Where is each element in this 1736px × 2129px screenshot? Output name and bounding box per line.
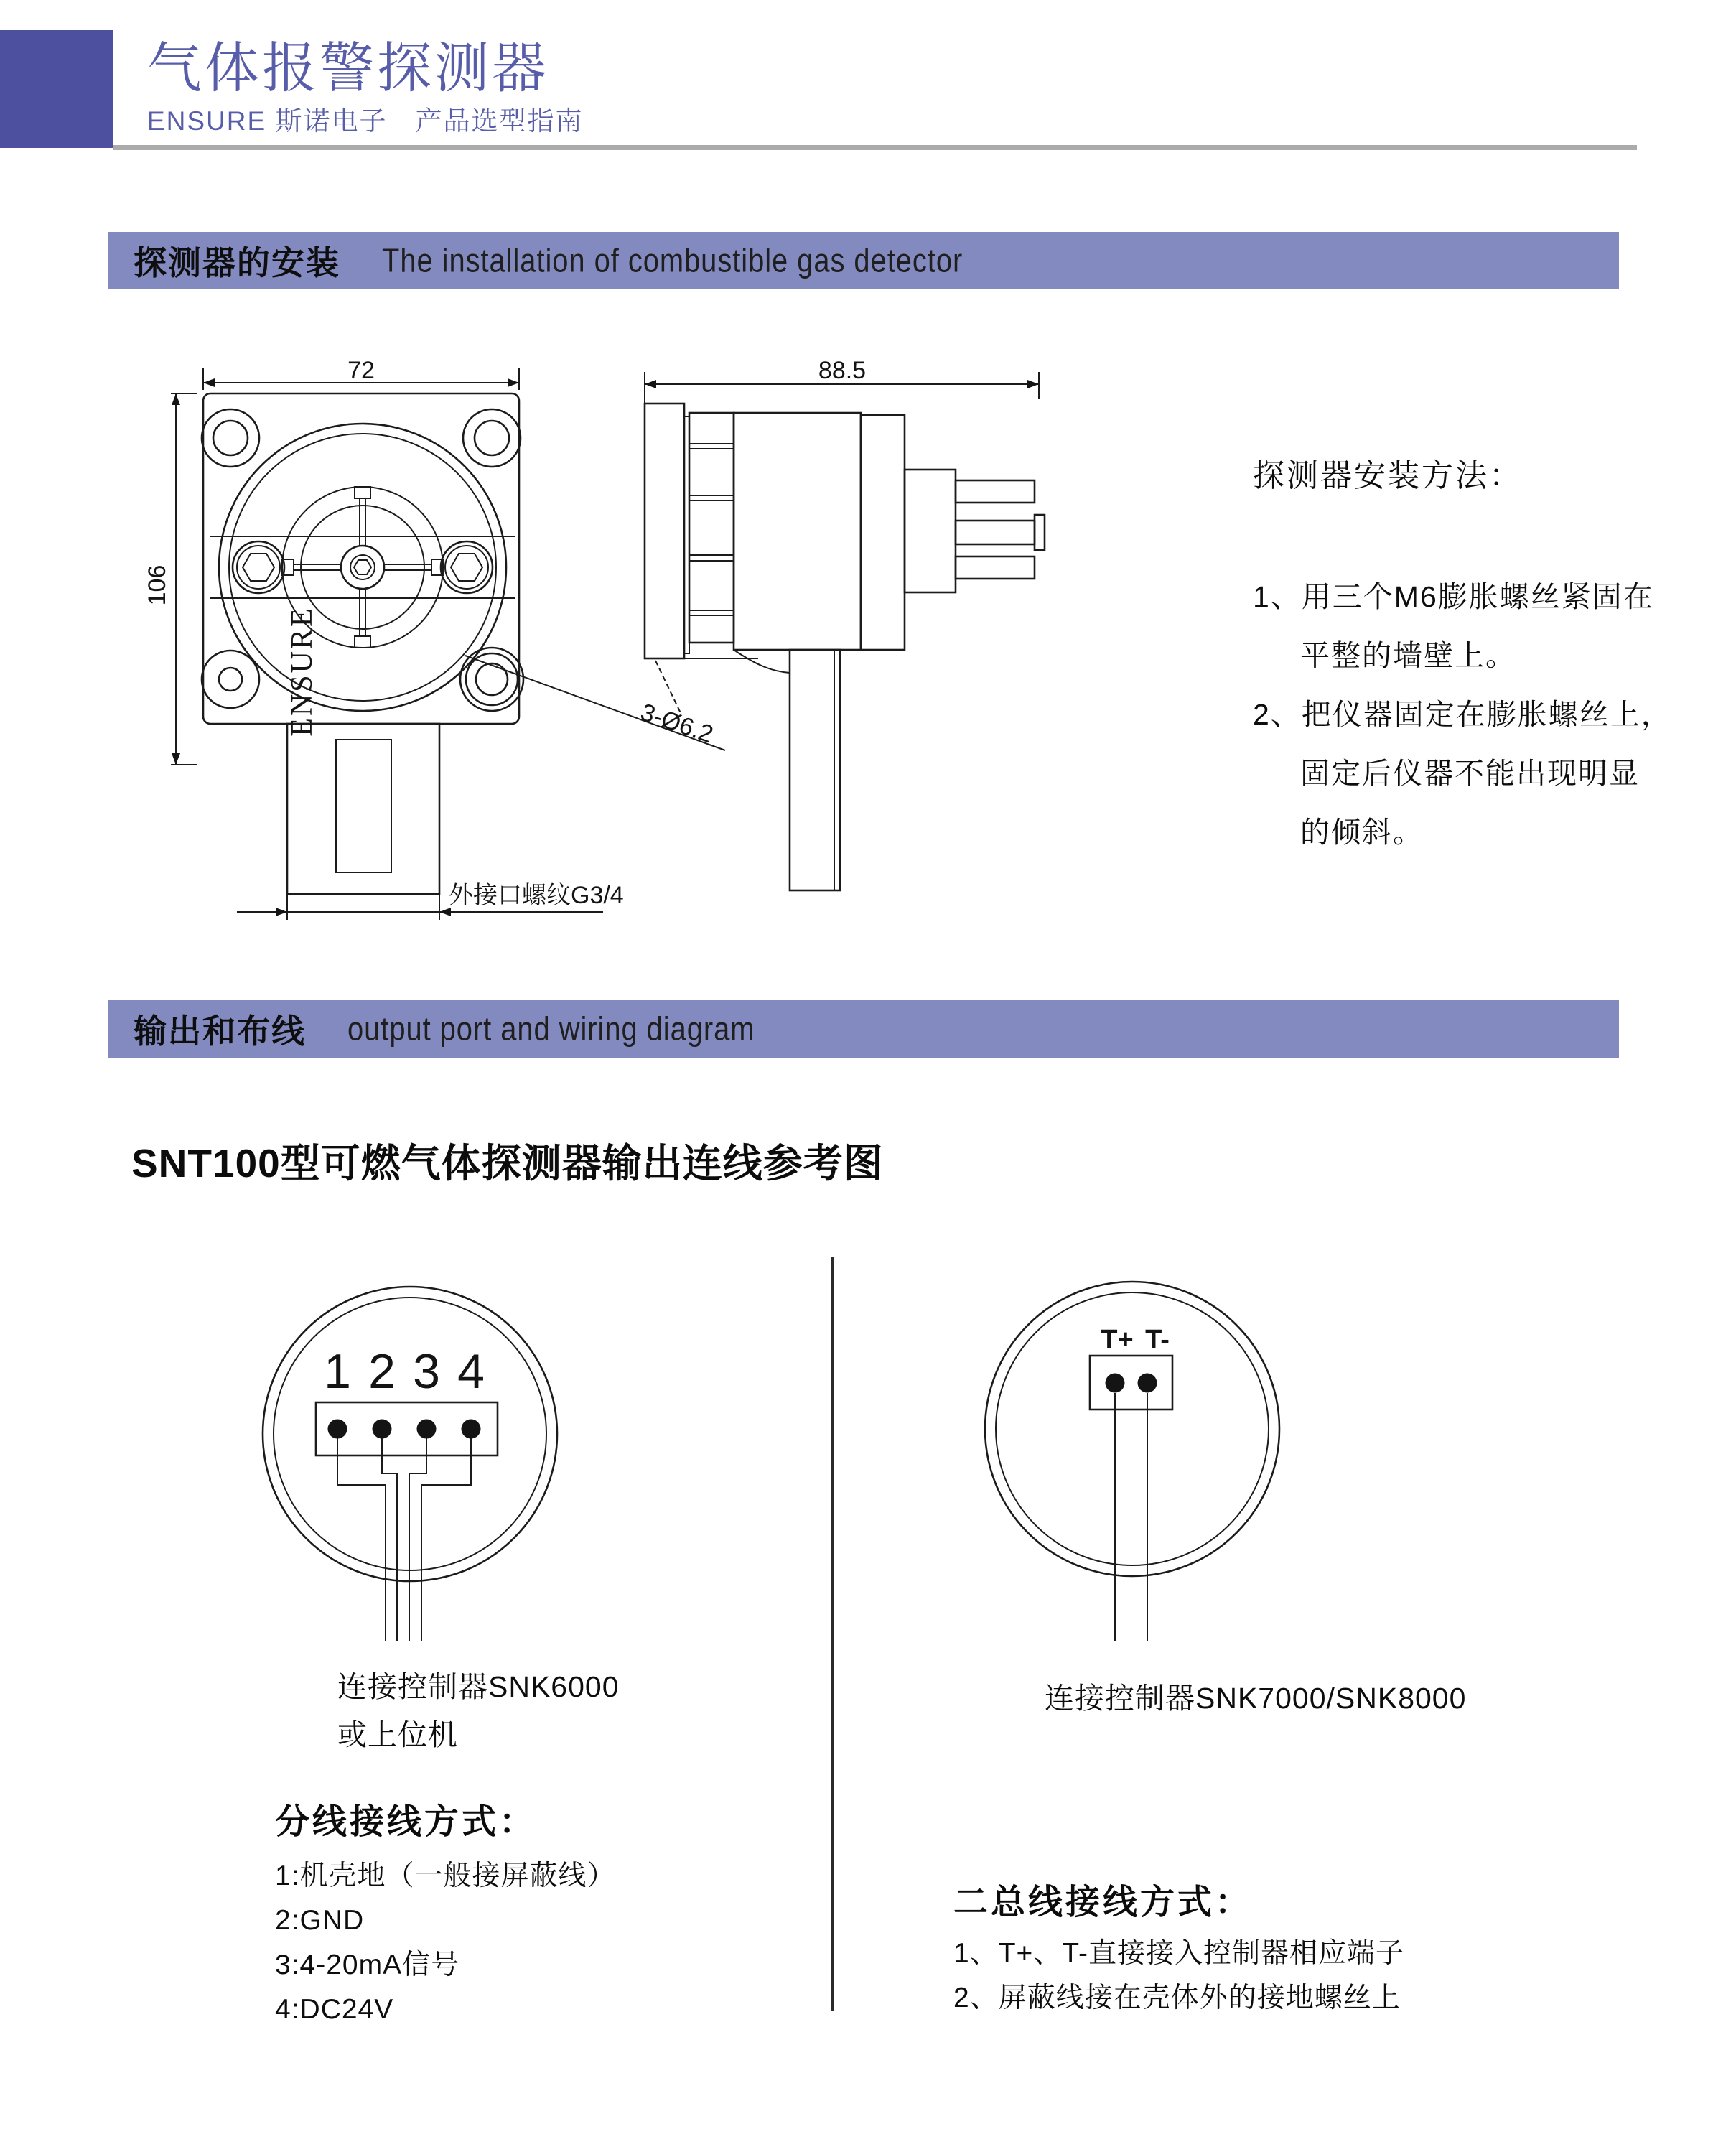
section1-title-en: The installation of combustible gas detector <box>382 241 963 279</box>
bus-item: 1、T+、T-直接接入控制器相应端子 <box>953 1938 1404 1969</box>
terminal-label-3: 3 <box>413 1344 440 1399</box>
bus-wiring-items <box>953 1932 1404 2021</box>
front-brand-label: ENSURE <box>286 606 319 737</box>
right-diagram-caption: 连接控制器SNK7000/SNK8000 <box>1045 1682 1467 1715</box>
front-dim-height-label: 106 <box>144 564 171 606</box>
wiring-diagram-4wire <box>237 1271 596 1673</box>
left-caption-line1: 连接控制器SNK6000 <box>337 1670 620 1703</box>
column-divider-line <box>831 1257 834 2011</box>
branch-item: 3:4-20mA信号 <box>275 1949 460 1980</box>
install-method-title: 探测器安装方法： <box>1253 458 1523 493</box>
terminal-label-tplus: T+ <box>1101 1325 1134 1355</box>
terminal-label-2: 2 <box>368 1344 396 1399</box>
wiring-reference-title: SNT100型可燃气体探测器输出连线参考图 <box>131 1141 884 1185</box>
branch-item: 1:机壳地（一般接屏蔽线） <box>275 1860 616 1891</box>
page-title: 气体报警探测器 <box>147 38 549 99</box>
install-line: 平整的墙壁上。 <box>1300 639 1516 672</box>
left-diagram-caption <box>337 1663 620 1759</box>
wiring-diagram-2wire <box>962 1271 1307 1673</box>
install-line: 的倾斜。 <box>1300 816 1424 849</box>
left-caption-line2: 或上位机 <box>337 1718 458 1751</box>
side-view-drawing <box>632 348 1063 923</box>
terminal-label-tminus: T- <box>1145 1325 1170 1355</box>
branch-wiring-items <box>275 1854 616 2032</box>
bus-wiring-title: 二总线接线方式： <box>953 1883 1253 1921</box>
bus-item: 2、屏蔽线接在壳体外的接地螺丝上 <box>953 1983 1401 2013</box>
branch-item: 4:DC24V <box>275 1994 394 2025</box>
section1-title-zh: 探测器的安装 <box>134 244 340 281</box>
terminal-label-1: 1 <box>324 1344 351 1399</box>
install-line: 固定后仪器不能出现明显 <box>1300 757 1640 790</box>
front-thread-label: 外接口螺纹G3/4 <box>449 882 624 909</box>
section2-title-zh: 输出和布线 <box>134 1012 306 1050</box>
install-line: 2、把仪器固定在膨胀螺丝上， <box>1253 698 1672 731</box>
section-banner-installation <box>108 232 1619 289</box>
header-divider-rule <box>113 145 1637 150</box>
front-dim-width-label: 72 <box>347 357 375 384</box>
front-hole-callout: 3-Ø6.2 <box>637 698 717 749</box>
branch-item: 2:GND <box>275 1905 365 1936</box>
side-dim-width-label: 88.5 <box>818 357 867 384</box>
terminal-label-4: 4 <box>457 1344 485 1399</box>
install-method-lines <box>1253 567 1672 862</box>
header-accent-block <box>0 30 113 148</box>
install-line: 1、用三个M6膨胀螺丝紧固在 <box>1253 580 1654 613</box>
section-banner-output <box>108 1000 1619 1058</box>
section2-title-en: output port and wiring diagram <box>347 1010 755 1048</box>
branch-wiring-title: 分线接线方式： <box>275 1803 537 1841</box>
page-subtitle: ENSURE 斯诺电子 产品选型指南 <box>147 106 584 136</box>
